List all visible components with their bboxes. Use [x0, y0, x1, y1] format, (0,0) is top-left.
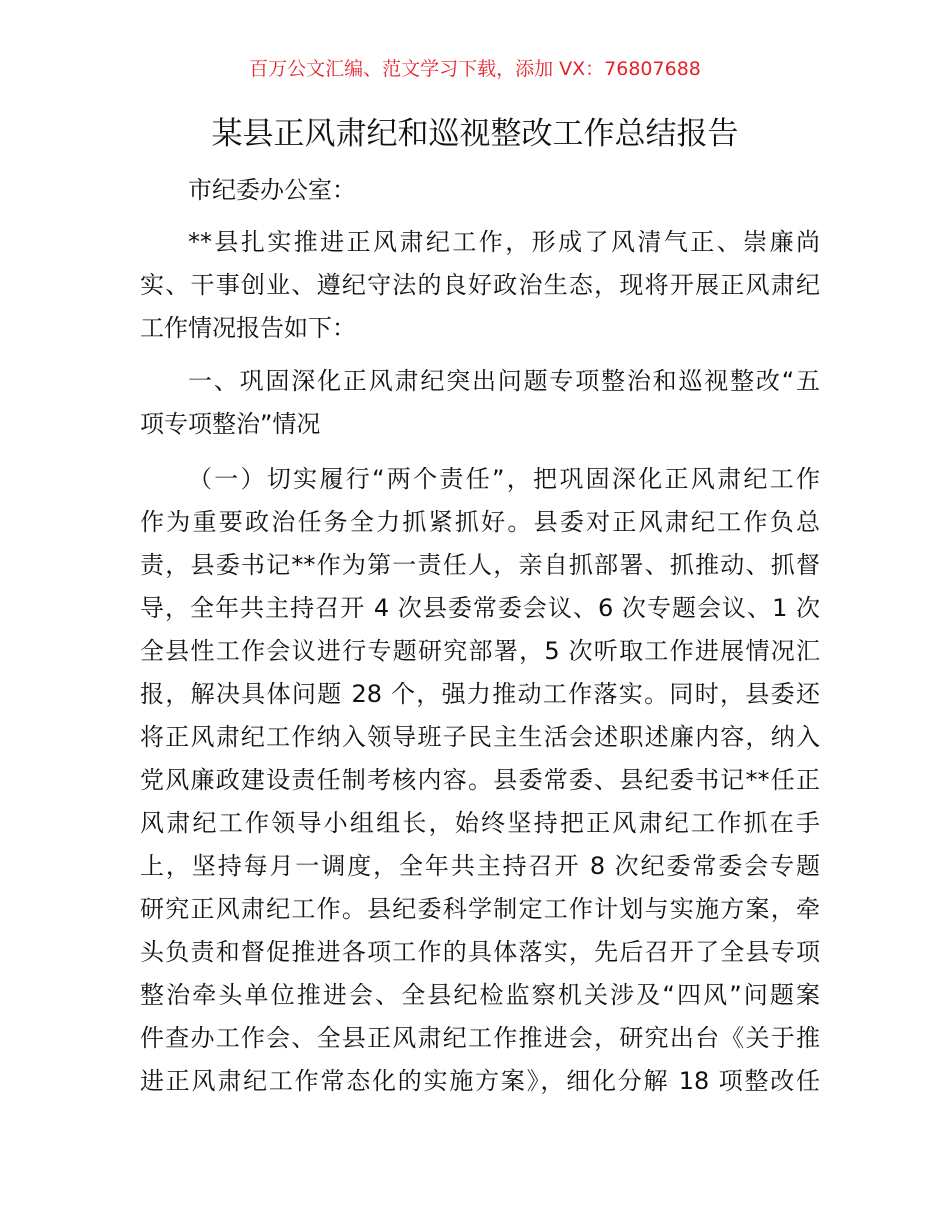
text-line: 责，县委书记**作为第一责任人，亲自抓部署、抓推动、抓督 [140, 551, 820, 579]
text-line: 头负责和督促推进各项工作的具体落实，先后召开了全县专项 [140, 938, 820, 966]
text-line: 整治牵头单位推进会、全县纪检监察机关涉及“四风”问题案 [140, 981, 820, 1009]
text-line: 工作情况报告如下： [140, 314, 356, 342]
text-line: 一、巩固深化正风肃纪突出问题专项整治和巡视整改“五 [188, 367, 820, 395]
text-line: **县扎实推进正风肃纪工作，形成了风清气正、崇廉尚 [188, 228, 820, 256]
text-line: 作为重要政治任务全力抓紧抓好。县委对正风肃纪工作负总 [140, 508, 820, 536]
document-title: 某县正风肃纪和巡视整改工作总结报告 [211, 116, 739, 152]
text-line: 报，解决具体问题 28 个，强力推动工作落实。同时，县委还 [140, 680, 820, 708]
text-line: 进正风肃纪工作常态化的实施方案》，细化分解 18 项整改任 [140, 1067, 820, 1095]
text-line: 风肃纪工作领导小组组长，始终坚持把正风肃纪工作抓在手 [140, 809, 820, 837]
text-line: 上，坚持每月一调度，全年共主持召开 8 次纪委常委会专题 [140, 852, 820, 880]
watermark-header: 百万公文汇编、范文学习下载，添加 VX：76807688 [249, 58, 701, 80]
text-line: 研究正风肃纪工作。县纪委科学制定工作计划与实施方案，牵 [140, 895, 820, 923]
text-line: 实、干事创业、遵纪守法的良好政治生态，现将开展正风肃纪 [140, 271, 820, 299]
text-line: 党风廉政建设责任制考核内容。县委常委、县纪委书记**任正 [140, 766, 820, 794]
text-line: 全县性工作会议进行专题研究部署，5 次听取工作进展情况汇 [140, 637, 820, 665]
text-line: 将正风肃纪工作纳入领导班子民主生活会述职述廉内容，纳入 [140, 723, 820, 751]
text-line: 件查办工作会、全县正风肃纪工作推进会，研究出台《关于推 [140, 1024, 820, 1052]
salutation: 市纪委办公室： [188, 176, 356, 204]
text-line: 项专项整治”情况 [140, 410, 321, 438]
text-line: （一）切实履行“两个责任”，把巩固深化正风肃纪工作 [188, 465, 820, 493]
text-line: 导，全年共主持召开 4 次县委常委会议、6 次专题会议、1 次 [140, 594, 820, 622]
